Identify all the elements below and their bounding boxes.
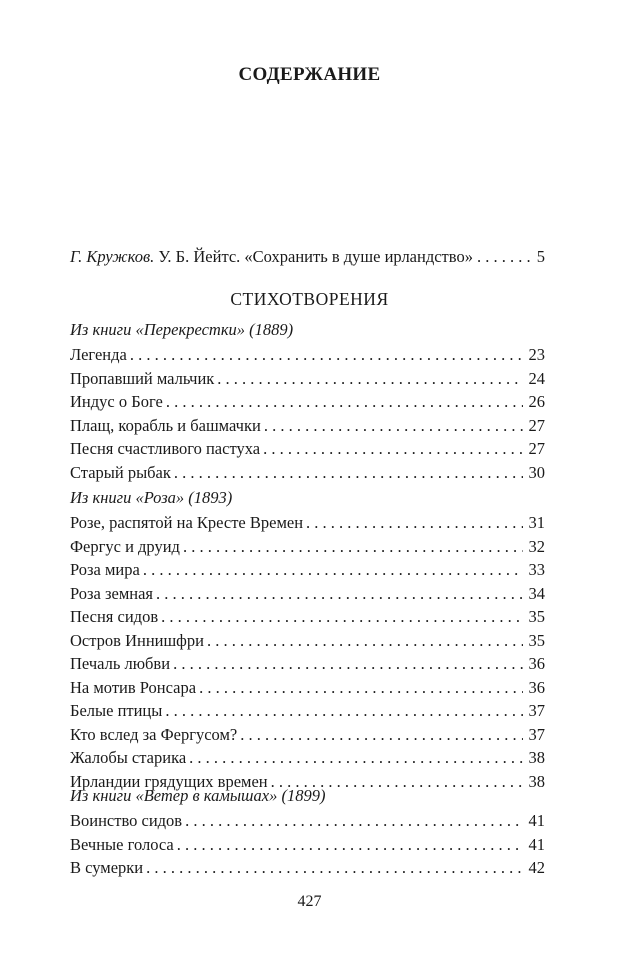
toc-entry <box>70 367 545 391</box>
entry-page: 34 <box>528 583 545 603</box>
entry-page: 41 <box>528 834 545 854</box>
intro-entry <box>70 247 545 267</box>
entry-title: Белые птицы <box>70 701 163 720</box>
dot-leader <box>143 558 523 582</box>
entry-title: Ирландии грядущих времен <box>70 771 268 791</box>
dot-leader <box>189 746 523 770</box>
dot-leader <box>130 343 523 367</box>
toc-entry <box>70 723 545 747</box>
entry-page: 33 <box>528 560 545 579</box>
entry-page: 35 <box>528 630 545 650</box>
entry-title: Воинство сидов <box>70 811 183 830</box>
toc-entry <box>70 343 545 367</box>
intro-title: У. Б. Йейтс. «Сохранить в душе ирландство» <box>158 247 473 266</box>
entry-page: 24 <box>528 368 545 388</box>
toc-entry <box>70 652 545 676</box>
toc-entry <box>70 535 545 559</box>
entry-title: Роза мира <box>70 560 140 579</box>
toc-entry <box>70 809 545 833</box>
entry-title: Вечные голоса <box>70 834 174 854</box>
toc-list <box>70 809 545 880</box>
entry-page: 38 <box>528 771 545 791</box>
entry-page: 42 <box>528 858 545 877</box>
intro-page: 5 <box>536 247 545 266</box>
dot-leader <box>263 437 523 461</box>
entry-title: Старый рыбак <box>70 462 171 482</box>
entry-title: Печаль любви <box>70 654 171 673</box>
toc-entry <box>70 676 545 700</box>
dot-leader <box>174 461 523 485</box>
entry-title: На мотив Ронсара <box>70 677 197 697</box>
entry-page: 30 <box>528 462 545 482</box>
toc-entry <box>70 605 545 629</box>
entry-page: 26 <box>528 392 545 411</box>
entry-title: В сумерки <box>70 858 144 877</box>
entry-page: 36 <box>528 677 545 697</box>
entry-page: 31 <box>528 513 545 532</box>
dot-leader <box>185 809 523 833</box>
dot-leader <box>217 367 523 391</box>
toc-entry <box>70 856 545 880</box>
dot-leader <box>264 414 523 438</box>
entry-title: Песня сидов <box>70 607 159 626</box>
entry-page: 38 <box>528 748 545 767</box>
toc-entry <box>70 461 545 485</box>
dot-leader <box>165 699 523 723</box>
dot-leader <box>183 535 523 559</box>
toc-entry <box>70 582 545 606</box>
dot-leader <box>240 723 523 747</box>
entry-title: Остров Иннишфри <box>70 630 204 650</box>
entry-title: Кто вслед за Фергусом? <box>70 724 238 744</box>
entry-title: Розе, распятой на Кресте Времен <box>70 513 304 532</box>
entry-title: Пропавший мальчик <box>70 368 215 388</box>
entry-page: 27 <box>528 415 545 435</box>
entry-page: 37 <box>528 724 545 744</box>
toc-group-crossways <box>70 319 545 484</box>
dot-leader <box>173 652 523 676</box>
toc-group-wind-among-reeds <box>70 785 545 880</box>
entry-page: 36 <box>528 654 545 673</box>
section-title: СТИХОТВОРЕНИЯ <box>230 289 389 309</box>
toc-entry <box>70 699 545 723</box>
page-title: СОДЕРЖАНИЕ <box>238 64 381 85</box>
entry-page: 37 <box>528 701 545 720</box>
entry-title: Жалобы старика <box>70 748 187 767</box>
intro-author: Г. Кружков. <box>70 247 155 266</box>
dot-leader <box>177 833 523 857</box>
entry-page: 23 <box>528 345 545 364</box>
entry-page: 41 <box>528 811 545 830</box>
entry-title: Фергус и друид <box>70 536 180 556</box>
toc-list <box>70 343 545 484</box>
toc-entry <box>70 558 545 582</box>
dot-leader <box>199 676 523 700</box>
entry-page: 32 <box>528 536 545 556</box>
toc-entry <box>70 833 545 857</box>
toc-entry <box>70 390 545 414</box>
entry-title: Роза земная <box>70 583 154 603</box>
toc-entry <box>70 437 545 461</box>
entry-title: Индус о Боге <box>70 392 163 411</box>
group-heading: Из книги «Ветер в камышах» (1899) <box>70 786 326 805</box>
dot-leader <box>306 511 523 535</box>
group-heading: Из книги «Роза» (1893) <box>70 488 233 507</box>
toc-list <box>70 511 545 793</box>
page-number: 427 <box>297 893 322 910</box>
toc-entry <box>70 746 545 770</box>
entry-title: Легенда <box>70 345 127 364</box>
toc-entry <box>70 629 545 653</box>
toc-entry <box>70 511 545 535</box>
group-heading: Из книги «Перекрестки» (1889) <box>70 320 294 339</box>
dot-leader <box>207 629 523 653</box>
dot-leader <box>477 247 533 267</box>
dot-leader <box>161 605 523 629</box>
entry-title: Плащ, корабль и башмачки <box>70 415 261 435</box>
dot-leader <box>156 582 523 606</box>
dot-leader <box>146 856 523 880</box>
entry-page: 27 <box>528 439 545 458</box>
entry-page: 35 <box>528 607 545 626</box>
dot-leader <box>166 390 523 414</box>
toc-entry <box>70 414 545 438</box>
entry-title: Песня счастливого пастуха <box>70 439 261 458</box>
toc-group-rose <box>70 487 545 793</box>
